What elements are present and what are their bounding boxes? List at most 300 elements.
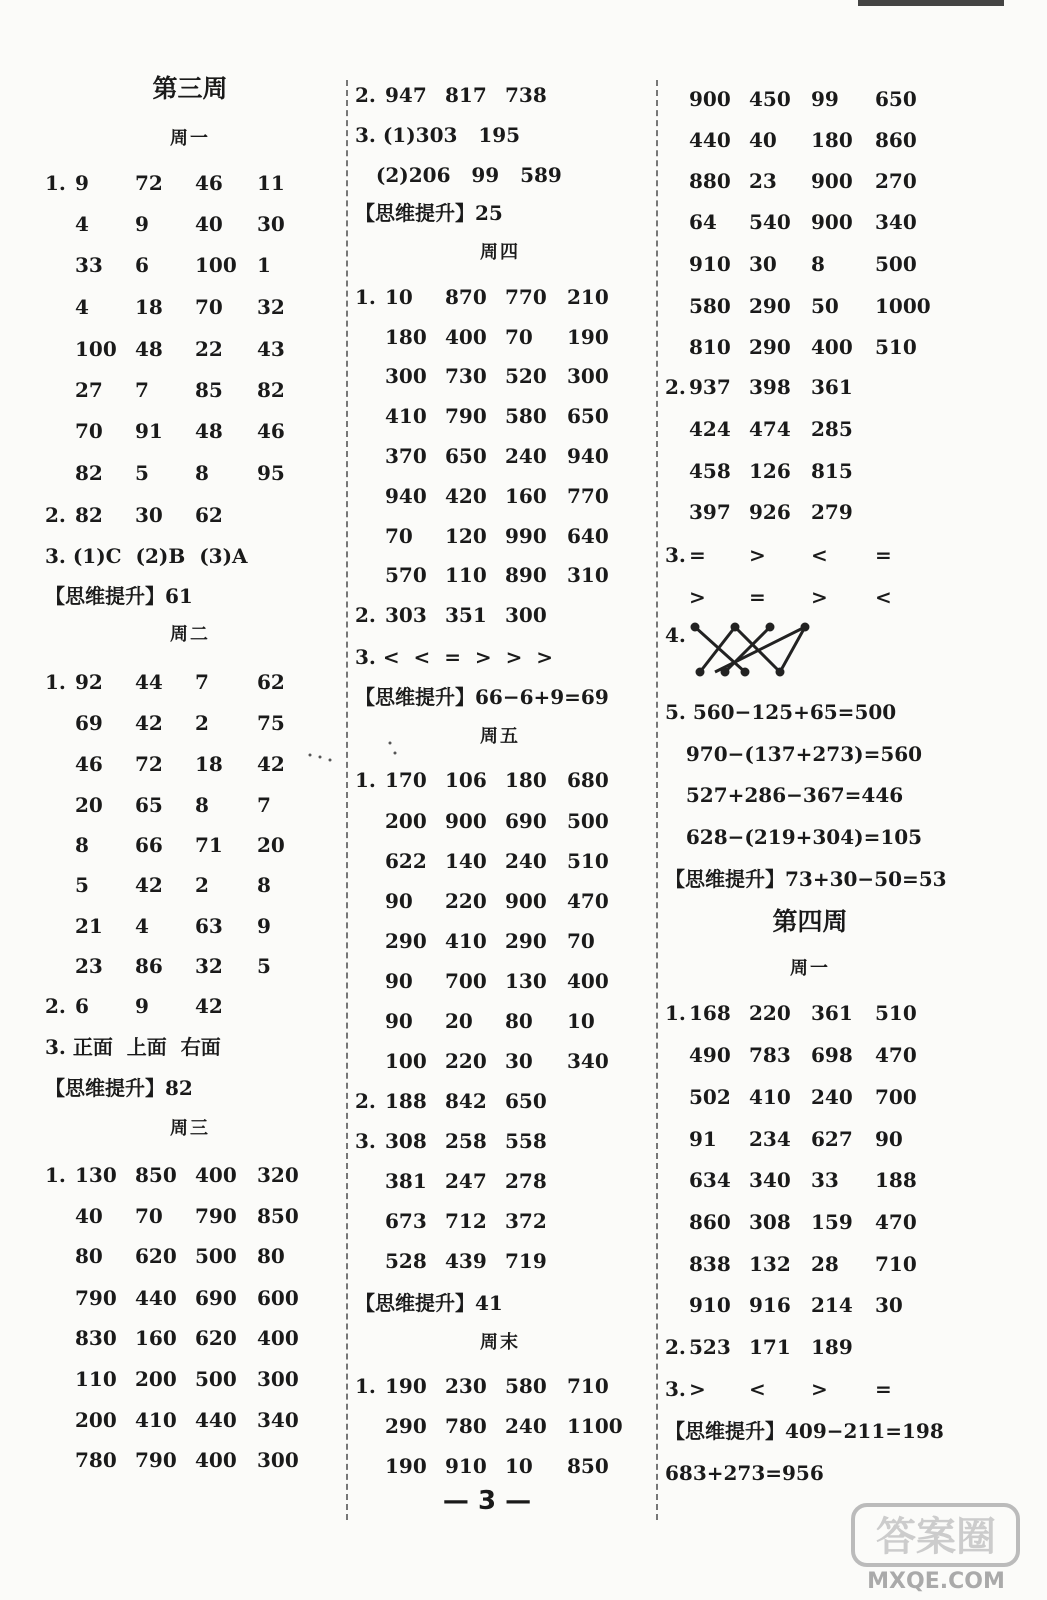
answer-value: 420 xyxy=(445,484,487,508)
answer-value: 673 xyxy=(385,1209,427,1233)
answer-row xyxy=(45,991,335,1021)
answer-value: 570 xyxy=(385,563,427,587)
answer-value: 200 xyxy=(135,1367,177,1391)
answer-value: 130 xyxy=(75,1163,117,1187)
answer-value: 240 xyxy=(505,849,547,873)
answer-row xyxy=(45,1364,335,1394)
answer-value: 4 xyxy=(75,295,89,319)
answer-value: 783 xyxy=(749,1043,791,1067)
answer-value: 92 xyxy=(75,670,103,694)
answer-value: 42 xyxy=(195,994,223,1018)
answer-value: 50 xyxy=(811,294,839,318)
answer-line: 【思维提升】25 xyxy=(355,201,503,225)
answer-value: 410 xyxy=(135,1408,177,1432)
answer-value: 9 xyxy=(257,914,271,938)
answer-value: 340 xyxy=(875,210,917,234)
answer-value: 340 xyxy=(257,1408,299,1432)
answer-row xyxy=(665,414,955,444)
answer-value: 180 xyxy=(385,325,427,349)
answer-value: 540 xyxy=(749,210,791,234)
answer-value: 62 xyxy=(257,670,285,694)
answer-value: 10 xyxy=(567,1009,595,1033)
day-heading: 周三 xyxy=(170,1118,210,1139)
answer-row xyxy=(665,1290,955,1320)
svg-text:MXQE.COM: MXQE.COM xyxy=(867,1569,1005,1594)
answer-row xyxy=(45,1405,335,1435)
answer-value: 10 xyxy=(505,1454,533,1478)
answer-value: 1100 xyxy=(567,1414,623,1438)
scan-specks xyxy=(300,735,420,775)
answer-value: 730 xyxy=(445,364,487,388)
answer-value: 850 xyxy=(567,1454,609,1478)
answer-line: 【思维提升】409−211=198 xyxy=(665,1419,944,1443)
answer-value: 880 xyxy=(689,169,731,193)
answer-value: 990 xyxy=(505,524,547,548)
answer-value: 900 xyxy=(811,169,853,193)
answer-line: 【思维提升】82 xyxy=(45,1076,193,1100)
question-number: 1. xyxy=(45,171,66,195)
answer-value: 2 xyxy=(195,711,209,735)
answer-value: 361 xyxy=(811,375,853,399)
answer-value: 790 xyxy=(445,404,487,428)
answer-value: 71 xyxy=(195,833,223,857)
answer-value: 30 xyxy=(257,212,285,236)
answer-value: 100 xyxy=(385,1049,427,1073)
answer-value: 340 xyxy=(567,1049,609,1073)
answer-row xyxy=(665,332,955,362)
answer-value: 32 xyxy=(195,954,223,978)
answer-value: 300 xyxy=(567,364,609,388)
answer-value: 23 xyxy=(749,169,777,193)
answer-value: 698 xyxy=(811,1043,853,1067)
answer-row xyxy=(355,282,645,312)
answer-row xyxy=(45,749,335,779)
answer-row xyxy=(45,830,335,860)
answer-row xyxy=(665,166,955,196)
answer-row xyxy=(355,1126,645,1156)
answer-value: 220 xyxy=(445,1049,487,1073)
answer-value: 130 xyxy=(505,969,547,993)
answer-value: 300 xyxy=(385,364,427,388)
answer-value: 270 xyxy=(875,169,917,193)
answer-value: 80 xyxy=(505,1009,533,1033)
answer-row xyxy=(45,250,335,280)
answer-value: 8 xyxy=(75,833,89,857)
answer-value: 719 xyxy=(505,1249,547,1273)
answer-value: 160 xyxy=(135,1326,177,1350)
answer-row xyxy=(355,80,645,110)
answer-value: 132 xyxy=(749,1252,791,1276)
answer-value: 523 xyxy=(689,1335,731,1359)
answer-value: 400 xyxy=(195,1448,237,1472)
answer-value: 440 xyxy=(689,128,731,152)
answer-value: > xyxy=(811,1377,828,1401)
question-number: 2. xyxy=(355,83,376,107)
answer-value: 7 xyxy=(195,670,209,694)
answer-value: 285 xyxy=(811,417,853,441)
answer-value: 290 xyxy=(749,294,791,318)
answer-value: 30 xyxy=(749,252,777,276)
question-number: 1. xyxy=(45,670,66,694)
answer-value: 790 xyxy=(135,1448,177,1472)
answer-row xyxy=(45,1445,335,1475)
answer-row xyxy=(45,168,335,198)
answer-value: 42 xyxy=(257,752,285,776)
answer-value: 6 xyxy=(135,253,149,277)
answer-value: 6 xyxy=(75,994,89,1018)
answer-value: 620 xyxy=(195,1326,237,1350)
answer-row xyxy=(665,372,955,402)
answer-row xyxy=(355,1246,645,1276)
answer-line: 628−(219+304)=105 xyxy=(665,825,923,849)
answer-value: 310 xyxy=(567,563,609,587)
answer-value: 190 xyxy=(385,1374,427,1398)
answer-value: 27 xyxy=(75,378,103,402)
answer-value: 278 xyxy=(505,1169,547,1193)
answer-value: 110 xyxy=(445,563,487,587)
answer-value: 700 xyxy=(445,969,487,993)
answer-value: 240 xyxy=(505,1414,547,1438)
answer-value: 8 xyxy=(195,461,209,485)
question-number: 1. xyxy=(665,1001,686,1025)
column-divider xyxy=(656,80,658,1520)
answer-row xyxy=(45,1283,335,1313)
answer-value: 622 xyxy=(385,849,427,873)
answer-value: 510 xyxy=(567,849,609,873)
answer-value: 900 xyxy=(811,210,853,234)
answer-value: 308 xyxy=(749,1210,791,1234)
answer-value: 650 xyxy=(505,1089,547,1113)
answer-value: 240 xyxy=(505,444,547,468)
answer-line: 3. (1)C (2)B (3)A xyxy=(45,544,248,568)
answer-value: 48 xyxy=(135,337,163,361)
answer-value: 180 xyxy=(505,768,547,792)
answer-row xyxy=(355,1046,645,1076)
answer-line: 527+286−367=446 xyxy=(665,783,904,807)
question-number: 3. xyxy=(355,1129,376,1153)
answer-row xyxy=(665,207,955,237)
answer-value: 910 xyxy=(689,252,731,276)
answer-row xyxy=(665,1040,955,1070)
answer-value: 680 xyxy=(567,768,609,792)
answer-value: 817 xyxy=(445,83,487,107)
answer-value: 500 xyxy=(195,1367,237,1391)
answer-value: 8 xyxy=(195,793,209,817)
answer-value: 400 xyxy=(195,1163,237,1187)
answer-value: 70 xyxy=(567,929,595,953)
answer-value: 400 xyxy=(811,335,853,359)
answer-row xyxy=(665,1332,955,1362)
answer-value: 340 xyxy=(749,1168,791,1192)
answer-value: 290 xyxy=(385,1414,427,1438)
answer-value: 46 xyxy=(75,752,103,776)
answer-row xyxy=(355,1371,645,1401)
answer-value: 738 xyxy=(505,83,547,107)
answer-value: 410 xyxy=(445,929,487,953)
answer-value: = xyxy=(875,1377,892,1401)
answer-row xyxy=(45,375,335,405)
answer-value: 75 xyxy=(257,711,285,735)
answer-value: 303 xyxy=(385,603,427,627)
answer-value: < xyxy=(811,543,828,567)
answer-value: 690 xyxy=(505,809,547,833)
answer-value: 5 xyxy=(75,873,89,897)
answer-value: 23 xyxy=(75,954,103,978)
answer-value: 64 xyxy=(689,210,717,234)
answer-value: 510 xyxy=(875,1001,917,1025)
answer-value: 890 xyxy=(505,563,547,587)
answer-value: 580 xyxy=(689,294,731,318)
answer-line: 3. 正面 上面 右面 xyxy=(45,1035,221,1059)
answer-row xyxy=(665,1249,955,1279)
answer-value: 40 xyxy=(75,1204,103,1228)
answer-value: 850 xyxy=(135,1163,177,1187)
question-number: 1. xyxy=(355,1374,376,1398)
answer-value: 780 xyxy=(75,1448,117,1472)
answer-value: 1000 xyxy=(875,294,931,318)
answer-value: 947 xyxy=(385,83,427,107)
answer-row xyxy=(45,870,335,900)
answer-row xyxy=(45,667,335,697)
answer-value: 7 xyxy=(135,378,149,402)
answer-row xyxy=(45,292,335,322)
answer-value: 397 xyxy=(689,500,731,524)
answer-row xyxy=(355,886,645,916)
answer-value: 85 xyxy=(195,378,223,402)
answer-value: 450 xyxy=(749,87,791,111)
answer-value: 400 xyxy=(257,1326,299,1350)
answer-row xyxy=(355,966,645,996)
matching-lines-figure xyxy=(685,622,835,682)
answer-value: 650 xyxy=(875,87,917,111)
answer-value: 28 xyxy=(811,1252,839,1276)
answer-value: 910 xyxy=(445,1454,487,1478)
answer-value: 398 xyxy=(749,375,791,399)
answer-value: 700 xyxy=(875,1085,917,1109)
question-number: 1. xyxy=(45,1163,66,1187)
answer-value: 439 xyxy=(445,1249,487,1273)
answer-line: 683+273=956 xyxy=(665,1461,824,1485)
answer-value: 300 xyxy=(505,603,547,627)
answer-value: 82 xyxy=(75,503,103,527)
answer-value: 2 xyxy=(195,873,209,897)
day-heading: 周一 xyxy=(170,128,210,149)
answer-value: 361 xyxy=(811,1001,853,1025)
answer-value: 690 xyxy=(195,1286,237,1310)
answer-value: 43 xyxy=(257,337,285,361)
answer-value: 86 xyxy=(135,954,163,978)
answer-value: 65 xyxy=(135,793,163,817)
answer-value: 815 xyxy=(811,459,853,483)
answer-line: 【思维提升】73+30−50=53 xyxy=(665,867,947,891)
answer-value: 9 xyxy=(75,171,89,195)
question-number: 1. xyxy=(355,768,376,792)
answer-row xyxy=(355,441,645,471)
answer-value: 308 xyxy=(385,1129,427,1153)
answer-value: 11 xyxy=(257,171,285,195)
answer-value: 780 xyxy=(445,1414,487,1438)
answer-value: 90 xyxy=(875,1127,903,1151)
answer-value: 870 xyxy=(445,285,487,309)
answer-value: 66 xyxy=(135,833,163,857)
answer-row xyxy=(665,1082,955,1112)
answer-value: 440 xyxy=(195,1408,237,1432)
answer-line: 【思维提升】61 xyxy=(45,584,193,608)
answer-value: 90 xyxy=(385,889,413,913)
answer-value: 22 xyxy=(195,337,223,361)
answer-value: 1 xyxy=(257,253,271,277)
answer-value: 7 xyxy=(257,793,271,817)
answer-value: 490 xyxy=(689,1043,731,1067)
answer-value: 70 xyxy=(75,419,103,443)
answer-value: 70 xyxy=(135,1204,163,1228)
answer-row xyxy=(665,1374,955,1404)
answer-line: 4. xyxy=(665,623,686,647)
answer-line: 970−(137+273)=560 xyxy=(665,742,923,766)
answer-value: 72 xyxy=(135,171,163,195)
answer-value: 42 xyxy=(135,873,163,897)
answer-value: 320 xyxy=(257,1163,299,1187)
day-heading: 周四 xyxy=(480,242,520,263)
answer-value: 30 xyxy=(135,503,163,527)
answer-value: 168 xyxy=(689,1001,731,1025)
answer-value: 900 xyxy=(689,87,731,111)
answer-value: 650 xyxy=(445,444,487,468)
answer-value: 40 xyxy=(195,212,223,236)
answer-value: 4 xyxy=(135,914,149,938)
question-number: 2. xyxy=(665,375,686,399)
answer-value: 528 xyxy=(385,1249,427,1273)
top-rule xyxy=(858,0,1004,6)
answer-value: 20 xyxy=(445,1009,473,1033)
answer-line: (2)206 99 589 xyxy=(355,163,562,187)
svg-text:答案圈: 答案圈 xyxy=(876,1514,996,1560)
answer-value: 33 xyxy=(75,253,103,277)
answer-value: 188 xyxy=(875,1168,917,1192)
answer-row xyxy=(355,401,645,431)
answer-value: 189 xyxy=(811,1335,853,1359)
answer-value: 900 xyxy=(445,809,487,833)
day-heading: 周一 xyxy=(790,958,830,979)
answer-value: 170 xyxy=(385,768,427,792)
answer-value: 70 xyxy=(195,295,223,319)
answer-value: 159 xyxy=(811,1210,853,1234)
answer-value: 424 xyxy=(689,417,731,441)
watermark-logo xyxy=(848,1500,1023,1595)
answer-value: 100 xyxy=(195,253,237,277)
answer-value: 120 xyxy=(445,524,487,548)
answer-row xyxy=(45,416,335,446)
answer-value: 20 xyxy=(75,793,103,817)
answer-value: 63 xyxy=(195,914,223,938)
answer-value: 470 xyxy=(875,1210,917,1234)
day-heading: 周二 xyxy=(170,624,210,645)
answer-value: 410 xyxy=(385,404,427,428)
answer-row xyxy=(665,84,955,114)
answer-row xyxy=(45,951,335,981)
answer-value: = xyxy=(689,543,706,567)
answer-row xyxy=(355,846,645,876)
answer-value: 458 xyxy=(689,459,731,483)
week-heading: 第四周 xyxy=(772,907,848,936)
answer-value: 470 xyxy=(875,1043,917,1067)
answer-value: 926 xyxy=(749,500,791,524)
answer-value: 33 xyxy=(811,1168,839,1192)
answer-row xyxy=(45,500,335,530)
answer-value: 40 xyxy=(749,128,777,152)
answer-value: 240 xyxy=(811,1085,853,1109)
answer-value: 500 xyxy=(875,252,917,276)
answer-value: 160 xyxy=(505,484,547,508)
answer-row xyxy=(665,582,955,612)
answer-value: 91 xyxy=(689,1127,717,1151)
answer-value: 62 xyxy=(195,503,223,527)
answer-value: > xyxy=(749,543,766,567)
answer-value: 100 xyxy=(75,337,117,361)
answer-value: 247 xyxy=(445,1169,487,1193)
answer-value: 8 xyxy=(811,252,825,276)
answer-value: 474 xyxy=(749,417,791,441)
answer-value: 860 xyxy=(689,1210,731,1234)
answer-value: 20 xyxy=(257,833,285,857)
answer-value: 44 xyxy=(135,670,163,694)
answer-value: 42 xyxy=(135,711,163,735)
answer-value: 640 xyxy=(567,524,609,548)
answer-value: 370 xyxy=(385,444,427,468)
answer-row xyxy=(665,497,955,527)
answer-value: 80 xyxy=(257,1244,285,1268)
answer-row xyxy=(355,521,645,551)
answer-value: 381 xyxy=(385,1169,427,1193)
answer-row xyxy=(45,911,335,941)
answer-value: 10 xyxy=(385,285,413,309)
answer-value: 210 xyxy=(567,285,609,309)
answer-value: 126 xyxy=(749,459,791,483)
answer-value: 72 xyxy=(135,752,163,776)
answer-row xyxy=(355,1451,645,1481)
answer-line: 【思维提升】66−6+9=69 xyxy=(355,685,609,709)
answer-value: 410 xyxy=(749,1085,791,1109)
answer-value: 30 xyxy=(875,1293,903,1317)
answer-value: 351 xyxy=(445,603,487,627)
column-divider xyxy=(346,80,348,1520)
answer-value: 940 xyxy=(567,444,609,468)
answer-value: 99 xyxy=(811,87,839,111)
answer-value: 838 xyxy=(689,1252,731,1276)
answer-value: 9 xyxy=(135,212,149,236)
answer-value: 70 xyxy=(505,325,533,349)
page-number: — 3 — xyxy=(442,1486,532,1516)
answer-value: 18 xyxy=(195,752,223,776)
answer-value: 82 xyxy=(75,461,103,485)
answer-value: 234 xyxy=(749,1127,791,1151)
answer-value: 600 xyxy=(257,1286,299,1310)
answer-value: 790 xyxy=(195,1204,237,1228)
answer-value: 850 xyxy=(257,1204,299,1228)
answer-value: 712 xyxy=(445,1209,487,1233)
answer-value: 4 xyxy=(75,212,89,236)
answer-value: 8 xyxy=(257,873,271,897)
answer-row xyxy=(355,322,645,352)
answer-value: 46 xyxy=(195,171,223,195)
answer-value: 300 xyxy=(257,1367,299,1391)
answer-value: 230 xyxy=(445,1374,487,1398)
question-number: 2. xyxy=(355,1089,376,1113)
answer-value: 220 xyxy=(749,1001,791,1025)
answer-value: 860 xyxy=(875,128,917,152)
answer-value: < xyxy=(749,1377,766,1401)
answer-row xyxy=(665,249,955,279)
